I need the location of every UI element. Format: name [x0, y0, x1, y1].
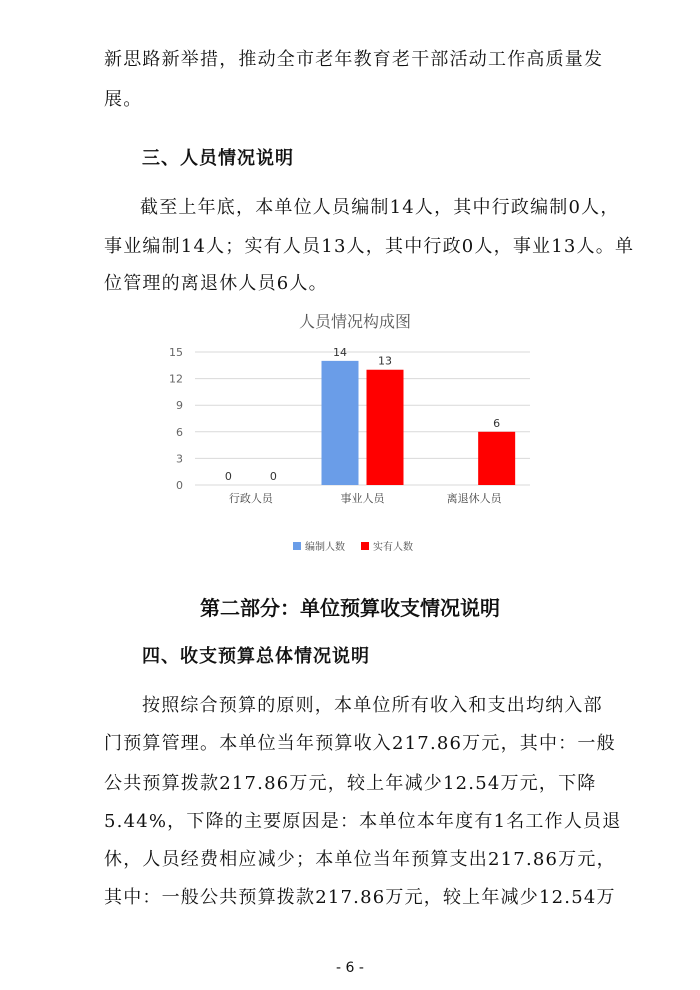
chart-title: 人员情况构成图 — [298, 312, 412, 331]
legend-swatch — [293, 542, 301, 550]
text-line: 新思路新举措，推动全市老年教育老干部活动工作高质量发 — [104, 49, 604, 70]
text-line: 截至上年底，本单位人员编制14人，其中行政编制0人， — [140, 197, 620, 218]
text-line: 事业编制14人；实有人员13人，其中行政0人，事业13人。单 — [104, 236, 635, 257]
section-heading-staff: 三、人员情况说明 — [142, 148, 294, 169]
data-label: 0 — [224, 470, 232, 483]
text-line: 5.44%，下降的主要原因是：本单位本年度有1名工作人员退 — [104, 811, 622, 832]
text-line: 展。 — [104, 89, 143, 110]
x-category-label: 离退休人员 — [446, 492, 502, 505]
legend-swatch — [361, 542, 369, 550]
section-heading-budget: 四、收支预算总体情况说明 — [142, 646, 370, 667]
text-line: 门预算管理。本单位当年预算收入217.86万元，其中：一般 — [104, 733, 616, 754]
y-tick-label: 15 — [169, 346, 183, 359]
y-tick-label: 3 — [176, 452, 183, 466]
data-label: 14 — [333, 345, 347, 359]
x-category-label: 行政人员 — [228, 492, 273, 505]
page-number: - 6 - — [336, 960, 364, 976]
data-label: 6 — [493, 416, 501, 430]
text-line: 公共预算拨款217.86万元，较上年减少12.54万元，下降 — [104, 773, 597, 794]
legend-label: 编制人数 — [305, 542, 345, 553]
y-tick-label: 0 — [176, 479, 183, 492]
y-tick-label: 9 — [176, 399, 183, 413]
part-title: 第二部分：单位预算收支情况说明 — [200, 596, 500, 620]
bar — [322, 361, 359, 485]
x-category-label: 事业人员 — [340, 492, 385, 505]
text-line: 按照综合预算的原则，本单位所有收入和支出均纳入部 — [142, 695, 603, 716]
staff-composition-chart — [0, 305, 700, 565]
bar — [478, 432, 515, 485]
text-line: 位管理的离退休人员6人。 — [104, 273, 328, 294]
y-tick-label: 6 — [176, 425, 183, 439]
bar — [367, 370, 404, 485]
data-label: 0 — [269, 470, 277, 483]
y-tick-label: 12 — [169, 372, 183, 386]
text-line: 休，人员经费相应减少；本单位当年预算支出217.86万元， — [104, 849, 616, 870]
legend-label: 实有人数 — [373, 542, 413, 553]
text-line: 其中：一般公共预算拨款217.86万元，较上年减少12.54万 — [104, 887, 616, 908]
data-label: 13 — [378, 354, 392, 368]
